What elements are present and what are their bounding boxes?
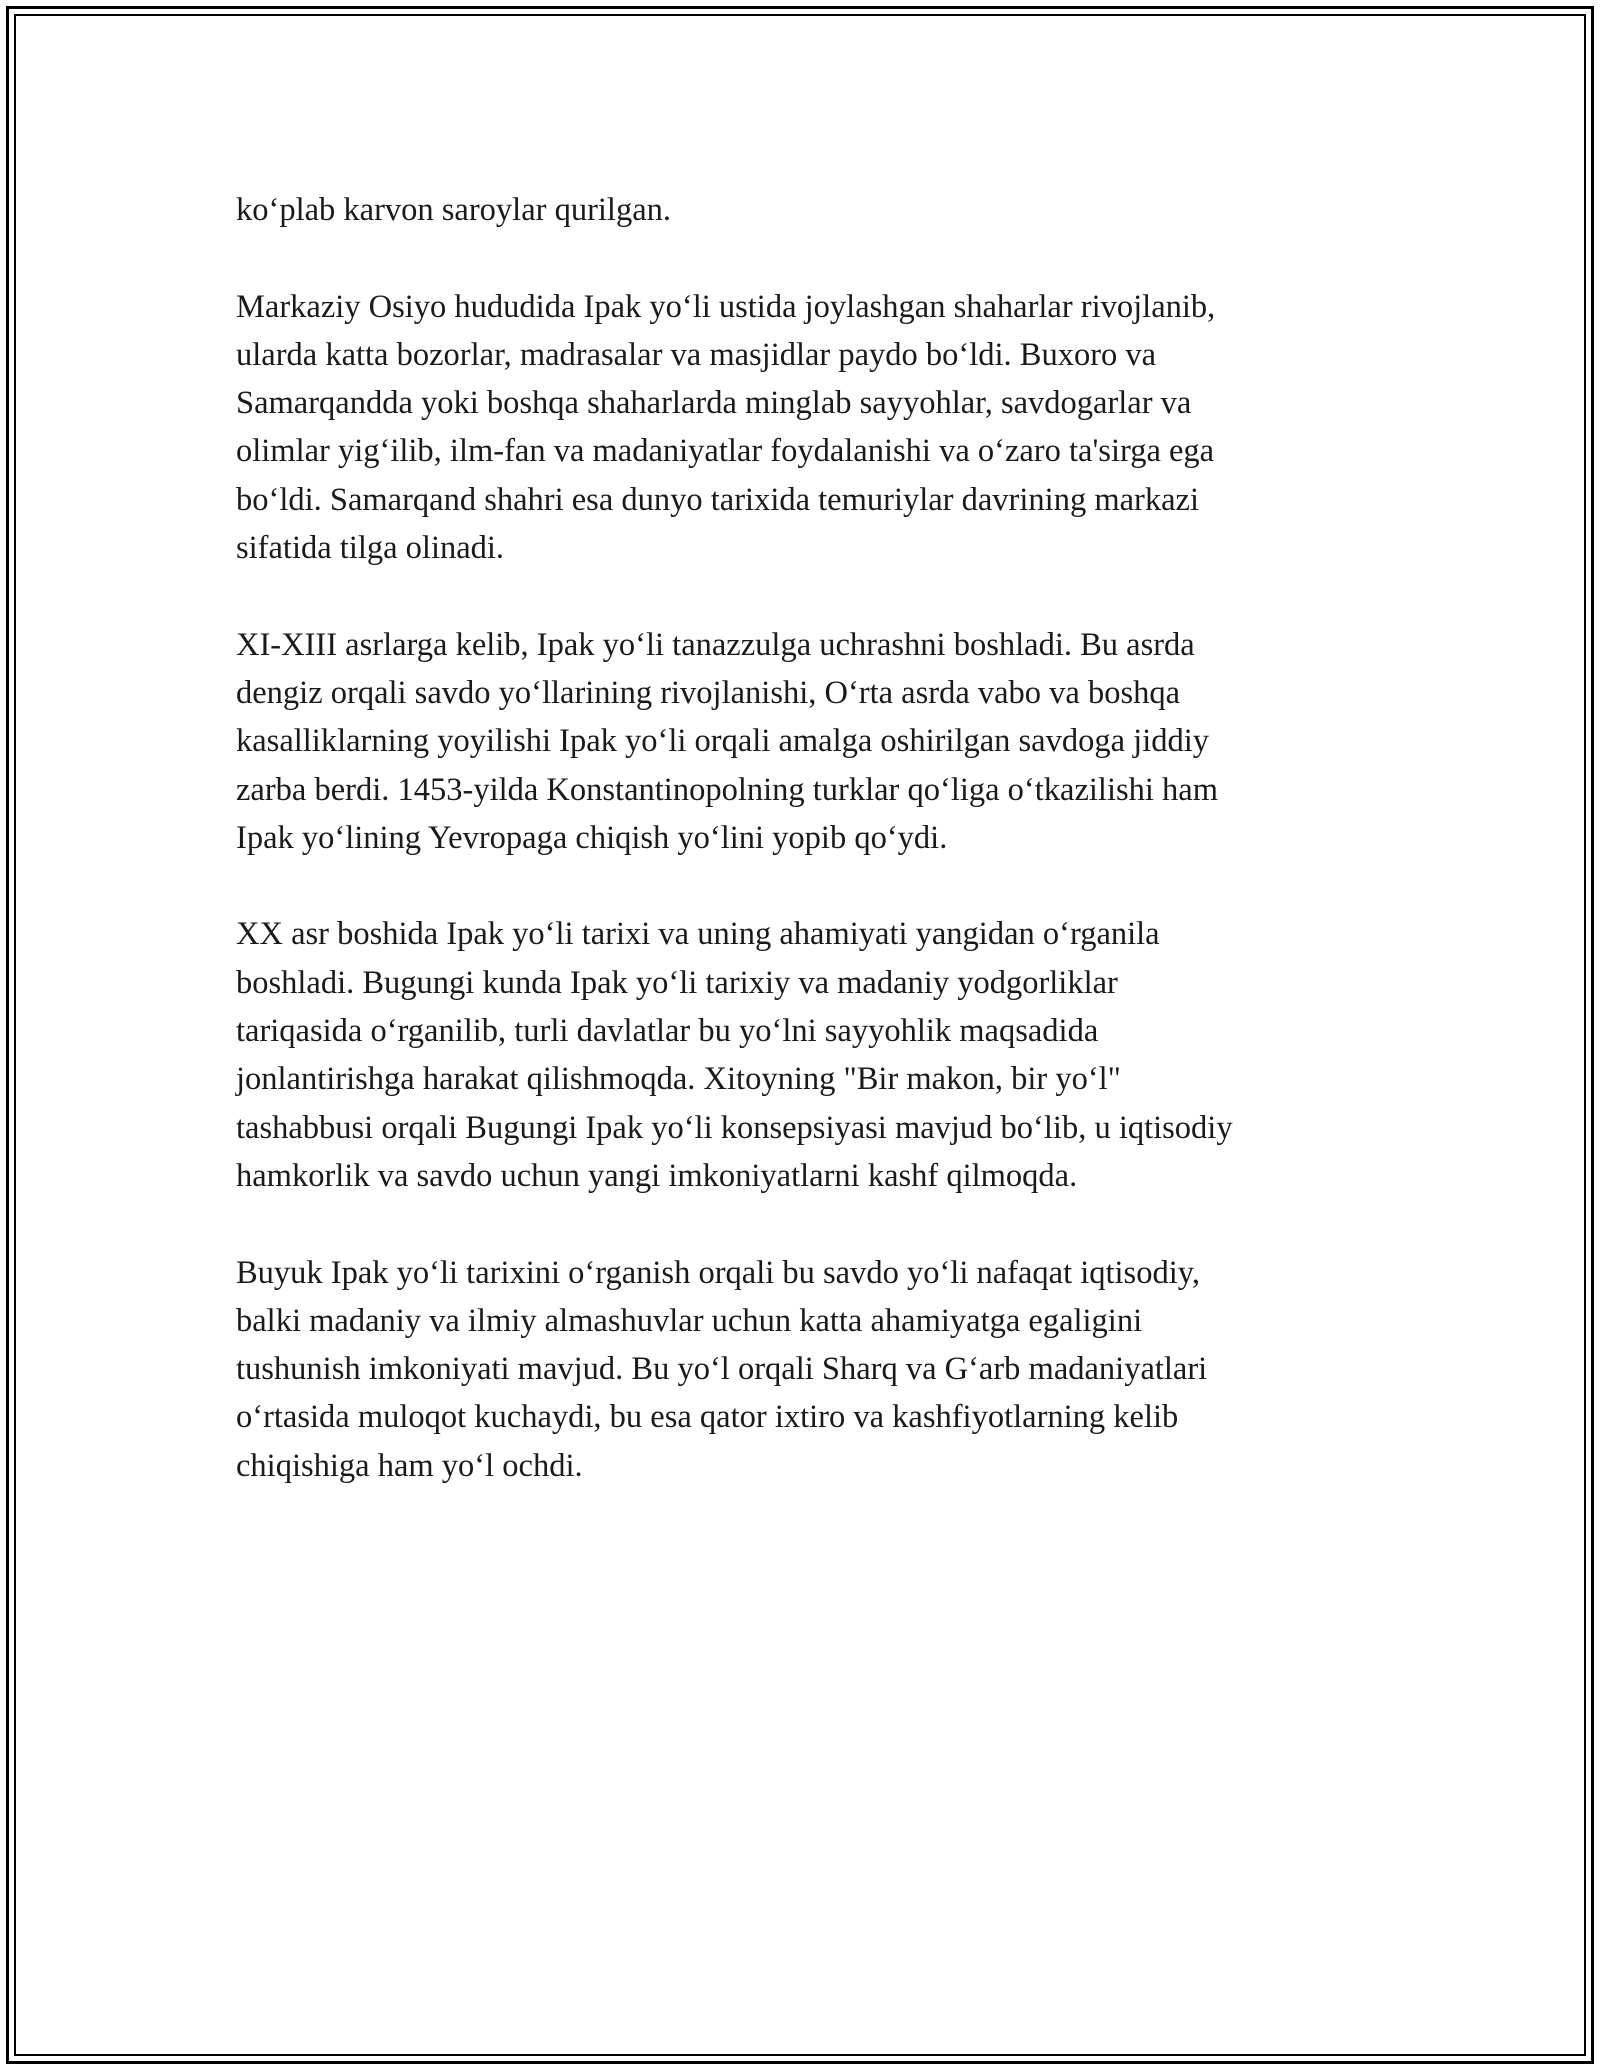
paragraph-1: ko‘plab karvon saroylar qurilgan. — [236, 192, 672, 228]
paragraph-4: XX asr boshida Ipak yo‘li tarixi va uning ahamiyati yangidan o‘rganila boshladi. Bugungi kunda Ipak yo‘li tarixiy va madaniy yodgorliklar tariqasida o‘rganilib, turli davlatlar bu yo‘lni sayyohlik maqsadida jonlantirishga harakat qilishmoqda. Xitoyning "Bir makon, bir yo‘l" tashabbusi orqali Bugungi Ipak yo‘li konsepsiyasi mavjud bo‘lib, u iqtisodiy hamkorlik va savdo uchun yangi imkoniyatlarni kashf qilmoqda. — [236, 916, 1233, 1194]
paragraph-2: Markaziy Osiyo hududida Ipak yo‘li ustida joylashgan shaharlar rivojlanib, ularda katta bozorlar, madrasalar va masjidlar paydo bo‘ldi. Buxoro va Samarqandda yoki boshqa shaharlarda minglab sayyohlar, savdogarlar va olimlar yig‘ilib, ilm-fan va madaniyatlar foydalanishi va o‘zaro ta'sirga ega bo‘ldi. Samarqand shahri esa dunyo tarixida temuriylar davrining markazi sifatida tilga olinadi. — [236, 288, 1216, 567]
paragraph-3: XI-XIII asrlarga kelib, Ipak yo‘li tanazzulga uchrashni boshladi. Bu asrda dengiz orqali savdo yo‘llarining rivojlanishi, O‘rta asrda vabo va boshqa kasalliklarning yoyilishi Ipak yo‘li orqali amalga oshirilgan savdoga jiddiy zarba berdi. 1453-yilda Konstantinopolning turklar qo‘liga o‘tkazilishi ham Ipak yo‘lining Yevropaga chiqish yo‘lini yopib qo‘ydi. — [236, 626, 1218, 856]
paragraph-5: Buyuk Ipak yo‘li tarixini o‘rganish orqali bu savdo yo‘li nafaqat iqtisodiy, balki madaniy va ilmiy almashuvlar uchun katta ahamiyatga egaligini tushunish imkoniyati mavjud. Bu yo‘l orqali Sharq va G‘arb madaniyatlari o‘rtasida muloqot kuchaydi, bu esa qator ixtiro va kashfiyotlarning kelib chiqishiga ham yo‘l ochdi. — [236, 1254, 1208, 1484]
document-body — [236, 186, 1376, 1538]
